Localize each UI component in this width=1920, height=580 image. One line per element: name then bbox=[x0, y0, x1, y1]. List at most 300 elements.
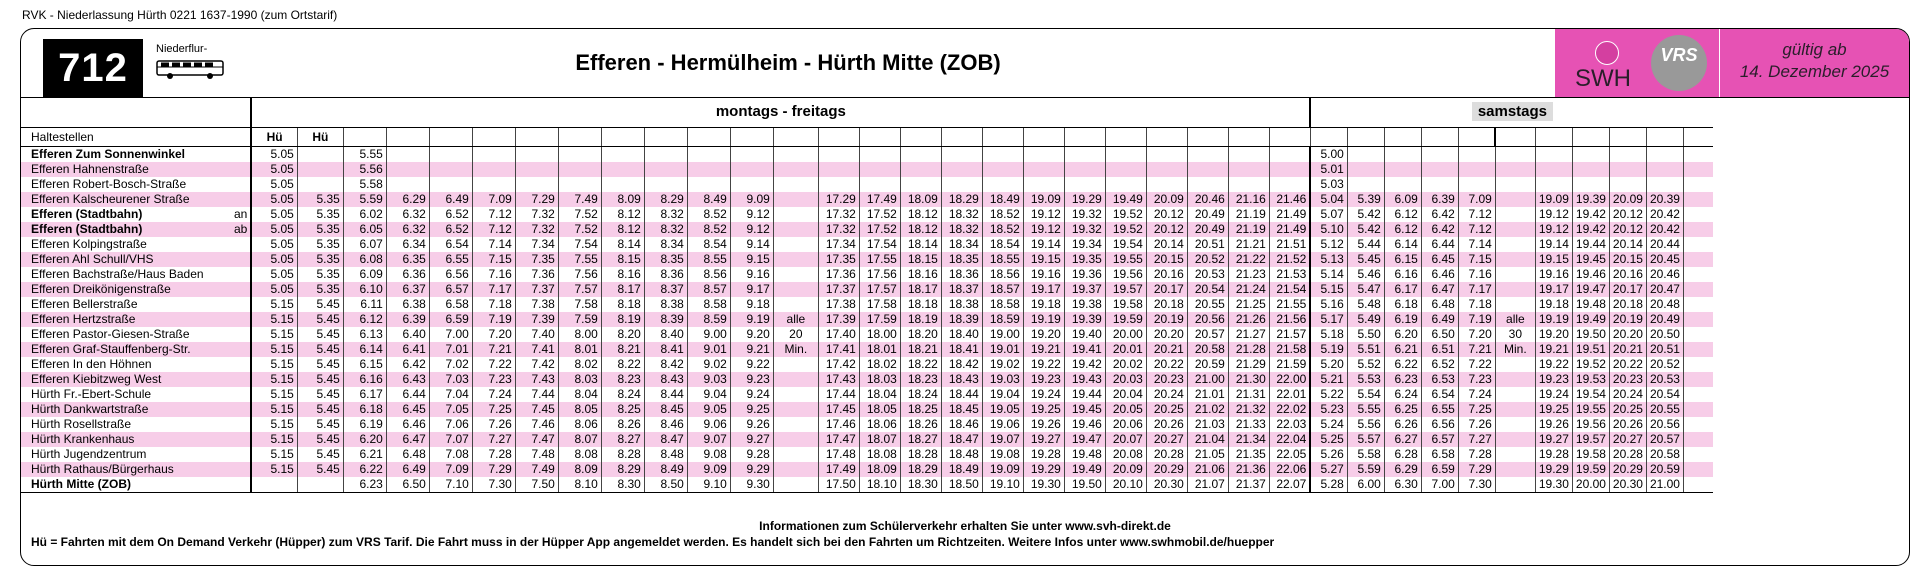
time-saturday-late: 19.45 bbox=[1572, 252, 1609, 267]
time-weekday: 7.32 bbox=[515, 222, 558, 237]
interval-weekday bbox=[773, 432, 818, 447]
time-weekday: 9.21 bbox=[730, 342, 773, 357]
time-weekday-late: 19.36 bbox=[1064, 267, 1105, 282]
time-weekday: 7.29 bbox=[472, 462, 515, 477]
time-weekday: 7.34 bbox=[515, 237, 558, 252]
time-saturday-late: 19.54 bbox=[1572, 387, 1609, 402]
time-weekday: 8.43 bbox=[644, 372, 687, 387]
time-weekday-late: 20.09 bbox=[1105, 462, 1146, 477]
stop-row bbox=[21, 177, 1713, 192]
column-header-cell bbox=[343, 128, 386, 147]
time-saturday-late: 20.42 bbox=[1646, 207, 1683, 222]
time-weekday-late: 18.16 bbox=[900, 267, 941, 282]
time-saturday: 6.54 bbox=[1421, 387, 1458, 402]
column-header-cell bbox=[687, 128, 730, 147]
time-weekday-late: 17.37 bbox=[818, 282, 859, 297]
time-weekday: 8.27 bbox=[601, 432, 644, 447]
time-weekday-late: 18.30 bbox=[900, 477, 941, 493]
time-weekday-late: 18.04 bbox=[859, 387, 900, 402]
time-weekday-late: 21.02 bbox=[1187, 402, 1228, 417]
trailing-cell bbox=[1683, 462, 1713, 477]
time-weekday: 7.27 bbox=[472, 432, 515, 447]
time-weekday bbox=[386, 147, 429, 163]
time-saturday: 5.25 bbox=[1310, 432, 1347, 447]
time-saturday: 6.20 bbox=[1384, 327, 1421, 342]
time-saturday bbox=[1458, 162, 1495, 177]
time-weekday-late: 22.02 bbox=[1269, 402, 1310, 417]
interval-saturday bbox=[1495, 357, 1535, 372]
time-weekday-late: 18.56 bbox=[982, 267, 1023, 282]
time-saturday: 5.28 bbox=[1310, 477, 1347, 493]
column-header-cell bbox=[773, 128, 818, 147]
time-weekday: 8.24 bbox=[601, 387, 644, 402]
time-weekday-late: 19.43 bbox=[1064, 372, 1105, 387]
time-weekday: 7.22 bbox=[472, 357, 515, 372]
time-weekday-late: 17.38 bbox=[818, 297, 859, 312]
time-saturday: 6.19 bbox=[1384, 312, 1421, 327]
time-weekday-late: 21.30 bbox=[1228, 372, 1269, 387]
time-weekday-late: 19.45 bbox=[1064, 402, 1105, 417]
time-saturday-late: 19.28 bbox=[1535, 447, 1572, 462]
stop-row bbox=[21, 222, 1713, 237]
interval-weekday bbox=[773, 372, 818, 387]
time-weekday: 9.12 bbox=[730, 207, 773, 222]
time-hu1: 5.15 bbox=[251, 447, 297, 462]
stop-suffix bbox=[231, 237, 251, 252]
time-weekday: 7.04 bbox=[429, 387, 472, 402]
time-saturday: 7.15 bbox=[1458, 252, 1495, 267]
column-header-cell bbox=[941, 128, 982, 147]
time-hu2 bbox=[297, 147, 343, 163]
time-weekday-late: 18.10 bbox=[859, 477, 900, 493]
time-saturday: 6.18 bbox=[1384, 297, 1421, 312]
time-weekday-late: 18.03 bbox=[859, 372, 900, 387]
operator-info: RVK - Niederlassung Hürth 0221 1637-1990 (zum Ortstarif) bbox=[22, 8, 338, 22]
time-weekday-late: 19.12 bbox=[1023, 207, 1064, 222]
time-hu1: 5.05 bbox=[251, 177, 297, 192]
time-weekday-late: 19.08 bbox=[982, 447, 1023, 462]
time-weekday: 6.29 bbox=[386, 192, 429, 207]
time-weekday: 7.12 bbox=[472, 222, 515, 237]
time-weekday-late: 18.54 bbox=[982, 237, 1023, 252]
time-weekday: 7.08 bbox=[429, 447, 472, 462]
time-weekday-late: 17.55 bbox=[859, 252, 900, 267]
time-weekday-late: 20.07 bbox=[1105, 432, 1146, 447]
time-weekday: 9.16 bbox=[730, 267, 773, 282]
time-saturday-late: 19.22 bbox=[1535, 357, 1572, 372]
time-weekday: 9.24 bbox=[730, 387, 773, 402]
stop-name: Efferen Kalscheurener Straße bbox=[21, 192, 231, 207]
time-saturday-late: 20.51 bbox=[1646, 342, 1683, 357]
time-weekday-late: 20.00 bbox=[1105, 327, 1146, 342]
stop-suffix bbox=[231, 447, 251, 462]
time-saturday: 6.21 bbox=[1384, 342, 1421, 357]
time-weekday-late: 21.49 bbox=[1269, 222, 1310, 237]
time-weekday: 8.08 bbox=[558, 447, 601, 462]
time-saturday: 6.50 bbox=[1421, 327, 1458, 342]
time-weekday: 9.09 bbox=[687, 462, 730, 477]
time-weekday: 9.26 bbox=[730, 417, 773, 432]
time-weekday-late: 18.08 bbox=[859, 447, 900, 462]
time-weekday-late: 20.14 bbox=[1146, 237, 1187, 252]
trailing-cell bbox=[1683, 282, 1713, 297]
time-saturday: 5.48 bbox=[1347, 297, 1384, 312]
time-weekday-late: 21.31 bbox=[1228, 387, 1269, 402]
time-weekday: 7.43 bbox=[515, 372, 558, 387]
time-saturday: 5.00 bbox=[1310, 147, 1347, 163]
time-weekday-late: 21.59 bbox=[1269, 357, 1310, 372]
time-weekday-late: 19.20 bbox=[1023, 327, 1064, 342]
column-header-cell bbox=[1384, 128, 1421, 147]
time-weekday-late bbox=[900, 162, 941, 177]
time-weekday-late bbox=[941, 147, 982, 163]
stop-name: Efferen Dreikönigenstraße bbox=[21, 282, 231, 297]
time-weekday-late: 21.35 bbox=[1228, 447, 1269, 462]
stop-name: Hürth Krankenhaus bbox=[21, 432, 231, 447]
time-weekday: 7.32 bbox=[515, 207, 558, 222]
time-weekday-late bbox=[900, 177, 941, 192]
time-saturday: 7.20 bbox=[1458, 327, 1495, 342]
stop-name: Efferen (Stadtbahn) bbox=[21, 222, 231, 237]
stop-suffix bbox=[231, 417, 251, 432]
time-weekday: 8.29 bbox=[644, 192, 687, 207]
time-saturday bbox=[1458, 147, 1495, 163]
time-weekday: 6.52 bbox=[429, 222, 472, 237]
time-weekday: 9.27 bbox=[730, 432, 773, 447]
time-weekday: 7.25 bbox=[472, 402, 515, 417]
time-weekday: 8.22 bbox=[601, 357, 644, 372]
interval-saturday bbox=[1495, 207, 1535, 222]
time-saturday-late bbox=[1646, 162, 1683, 177]
time-weekday: 6.48 bbox=[386, 447, 429, 462]
time-weekday-late: 19.02 bbox=[982, 357, 1023, 372]
time-weekday-late: 21.24 bbox=[1228, 282, 1269, 297]
time-weekday-late: 20.10 bbox=[1105, 477, 1146, 493]
time-weekday: 7.21 bbox=[472, 342, 515, 357]
time-weekday: 8.57 bbox=[687, 282, 730, 297]
section-saturday-label: samstags bbox=[1472, 102, 1553, 121]
time-weekday-late: 17.54 bbox=[859, 237, 900, 252]
time-weekday-late: 20.18 bbox=[1146, 297, 1187, 312]
time-weekday-late: 19.14 bbox=[1023, 237, 1064, 252]
column-header-cell bbox=[1228, 128, 1269, 147]
time-hu1: 5.05 bbox=[251, 147, 297, 163]
time-hu2: 5.45 bbox=[297, 462, 343, 477]
time-weekday bbox=[472, 162, 515, 177]
time-weekday-late: 20.15 bbox=[1146, 252, 1187, 267]
time-weekday-late: 21.00 bbox=[1187, 372, 1228, 387]
trailing-cell bbox=[1683, 192, 1713, 207]
time-saturday: 5.47 bbox=[1347, 282, 1384, 297]
time-weekday: 8.12 bbox=[601, 207, 644, 222]
time-weekday: 6.50 bbox=[386, 477, 429, 493]
time-saturday: 6.00 bbox=[1347, 477, 1384, 493]
interval-saturday bbox=[1495, 372, 1535, 387]
time-weekday-late: 20.24 bbox=[1146, 387, 1187, 402]
time-weekday: 9.03 bbox=[687, 372, 730, 387]
time-weekday: 8.47 bbox=[644, 432, 687, 447]
stop-row bbox=[21, 447, 1713, 462]
time-saturday-late: 20.59 bbox=[1646, 462, 1683, 477]
time-saturday-late: 19.14 bbox=[1535, 237, 1572, 252]
time-weekday: 6.07 bbox=[343, 237, 386, 252]
time-weekday-late: 19.52 bbox=[1105, 207, 1146, 222]
time-weekday: 8.09 bbox=[558, 462, 601, 477]
time-weekday-late: 19.59 bbox=[1105, 312, 1146, 327]
time-weekday: 6.52 bbox=[429, 207, 472, 222]
time-weekday-late: 20.29 bbox=[1146, 462, 1187, 477]
time-weekday-late: 20.01 bbox=[1105, 342, 1146, 357]
time-weekday-late: 21.22 bbox=[1228, 252, 1269, 267]
time-weekday: 5.58 bbox=[343, 177, 386, 192]
valid-from bbox=[1719, 29, 1909, 97]
stop-suffix bbox=[231, 267, 251, 282]
time-weekday-late: 18.17 bbox=[900, 282, 941, 297]
time-weekday-late: 20.05 bbox=[1105, 402, 1146, 417]
time-weekday-late: 19.50 bbox=[1064, 477, 1105, 493]
time-weekday: 7.59 bbox=[558, 312, 601, 327]
time-weekday-late: 17.48 bbox=[818, 447, 859, 462]
time-saturday-late: 20.52 bbox=[1646, 357, 1683, 372]
time-saturday: 6.26 bbox=[1384, 417, 1421, 432]
interval-weekday bbox=[773, 477, 818, 493]
time-weekday-late bbox=[1064, 147, 1105, 163]
section-spacer bbox=[21, 97, 251, 128]
time-weekday: 9.01 bbox=[687, 342, 730, 357]
time-weekday-late: 17.34 bbox=[818, 237, 859, 252]
time-saturday-late: 20.19 bbox=[1609, 312, 1646, 327]
interval-weekday: alle bbox=[773, 312, 818, 327]
time-saturday-late: 19.46 bbox=[1572, 267, 1609, 282]
time-weekday-late: 18.00 bbox=[859, 327, 900, 342]
stop-suffix bbox=[231, 432, 251, 447]
time-weekday-late: 22.01 bbox=[1269, 387, 1310, 402]
line-number: 712 bbox=[43, 39, 143, 97]
time-weekday-late: 18.50 bbox=[941, 477, 982, 493]
time-saturday: 5.24 bbox=[1310, 417, 1347, 432]
time-saturday-late: 20.39 bbox=[1646, 192, 1683, 207]
time-weekday-late: 20.04 bbox=[1105, 387, 1146, 402]
time-weekday: 9.28 bbox=[730, 447, 773, 462]
time-weekday-late: 20.57 bbox=[1187, 327, 1228, 342]
time-saturday-late bbox=[1609, 177, 1646, 192]
interval-weekday bbox=[773, 222, 818, 237]
stop-suffix bbox=[231, 252, 251, 267]
interval-weekday bbox=[773, 417, 818, 432]
time-saturday: 5.50 bbox=[1347, 327, 1384, 342]
trailing-cell bbox=[1683, 357, 1713, 372]
column-header-cell bbox=[1421, 128, 1458, 147]
interval-weekday: 20 bbox=[773, 327, 818, 342]
time-hu2: 5.35 bbox=[297, 237, 343, 252]
time-saturday-late: 19.18 bbox=[1535, 297, 1572, 312]
time-saturday: 5.16 bbox=[1310, 297, 1347, 312]
time-weekday bbox=[644, 162, 687, 177]
stop-name: Hürth Rathaus/Bürgerhaus bbox=[21, 462, 231, 477]
column-header-cell bbox=[1495, 128, 1535, 147]
time-weekday: 8.10 bbox=[558, 477, 601, 493]
time-saturday: 6.39 bbox=[1421, 192, 1458, 207]
time-saturday-late: 19.19 bbox=[1535, 312, 1572, 327]
time-saturday-late: 19.29 bbox=[1535, 462, 1572, 477]
time-saturday: 5.19 bbox=[1310, 342, 1347, 357]
time-weekday: 7.20 bbox=[472, 327, 515, 342]
time-saturday-late: 19.50 bbox=[1572, 327, 1609, 342]
time-saturday-late: 19.53 bbox=[1572, 372, 1609, 387]
time-saturday: 5.23 bbox=[1310, 402, 1347, 417]
time-weekday bbox=[515, 162, 558, 177]
stop-suffix bbox=[231, 387, 251, 402]
time-weekday-late bbox=[859, 162, 900, 177]
time-weekday bbox=[558, 147, 601, 163]
time-weekday-late: 18.36 bbox=[941, 267, 982, 282]
time-saturday bbox=[1421, 147, 1458, 163]
time-weekday: 9.20 bbox=[730, 327, 773, 342]
timetable-frame bbox=[20, 28, 1910, 566]
time-saturday: 5.20 bbox=[1310, 357, 1347, 372]
trailing-cell bbox=[1683, 402, 1713, 417]
time-saturday: 5.56 bbox=[1347, 417, 1384, 432]
time-weekday-late: 19.39 bbox=[1064, 312, 1105, 327]
time-saturday: 6.22 bbox=[1384, 357, 1421, 372]
time-weekday-late: 19.29 bbox=[1023, 462, 1064, 477]
time-hu1: 5.15 bbox=[251, 342, 297, 357]
time-weekday-late: 18.49 bbox=[982, 192, 1023, 207]
time-weekday: 9.22 bbox=[730, 357, 773, 372]
time-hu1: 5.05 bbox=[251, 237, 297, 252]
stop-name: Efferen Ahl Schull/VHS bbox=[21, 252, 231, 267]
time-hu2: 5.45 bbox=[297, 297, 343, 312]
time-weekday-late: 21.52 bbox=[1269, 252, 1310, 267]
time-saturday bbox=[1384, 162, 1421, 177]
time-weekday: 8.34 bbox=[644, 237, 687, 252]
time-weekday-late: 18.49 bbox=[941, 462, 982, 477]
time-saturday-late: 19.16 bbox=[1535, 267, 1572, 282]
time-weekday: 8.17 bbox=[601, 282, 644, 297]
stop-row bbox=[21, 252, 1713, 267]
time-weekday: 7.45 bbox=[515, 402, 558, 417]
time-weekday-late bbox=[1064, 162, 1105, 177]
time-weekday bbox=[730, 177, 773, 192]
timetable-table bbox=[21, 97, 1713, 493]
time-hu1: 5.05 bbox=[251, 282, 297, 297]
trailing-cell bbox=[1683, 297, 1713, 312]
time-saturday: 7.19 bbox=[1458, 312, 1495, 327]
time-weekday-late: 21.06 bbox=[1187, 462, 1228, 477]
time-weekday-late: 19.05 bbox=[982, 402, 1023, 417]
column-header-cell bbox=[1187, 128, 1228, 147]
time-weekday-late: 20.46 bbox=[1187, 192, 1228, 207]
time-weekday: 8.50 bbox=[644, 477, 687, 493]
time-weekday-late: 21.57 bbox=[1269, 327, 1310, 342]
time-weekday: 8.06 bbox=[558, 417, 601, 432]
vrs-logo: VRS bbox=[1651, 35, 1707, 91]
time-weekday: 8.52 bbox=[687, 207, 730, 222]
time-weekday-late bbox=[1187, 162, 1228, 177]
time-saturday-late: 19.23 bbox=[1535, 372, 1572, 387]
time-saturday-late: 19.44 bbox=[1572, 237, 1609, 252]
time-weekday: 7.26 bbox=[472, 417, 515, 432]
time-saturday-late: 20.53 bbox=[1646, 372, 1683, 387]
interval-weekday bbox=[773, 297, 818, 312]
time-hu2: 5.45 bbox=[297, 402, 343, 417]
stop-row bbox=[21, 162, 1713, 177]
time-saturday: 5.55 bbox=[1347, 402, 1384, 417]
time-saturday-late: 21.00 bbox=[1646, 477, 1683, 493]
time-weekday: 7.16 bbox=[472, 267, 515, 282]
time-saturday: 5.04 bbox=[1310, 192, 1347, 207]
time-weekday: 6.40 bbox=[386, 327, 429, 342]
time-weekday-late: 18.55 bbox=[982, 252, 1023, 267]
trailing-cell bbox=[1683, 477, 1713, 493]
time-weekday: 8.30 bbox=[601, 477, 644, 493]
time-saturday: 6.55 bbox=[1421, 402, 1458, 417]
time-weekday: 7.56 bbox=[558, 267, 601, 282]
time-weekday: 6.02 bbox=[343, 207, 386, 222]
time-weekday bbox=[601, 177, 644, 192]
time-weekday: 6.47 bbox=[386, 432, 429, 447]
time-saturday-late: 19.56 bbox=[1572, 417, 1609, 432]
time-weekday: 6.23 bbox=[343, 477, 386, 493]
column-header-cell bbox=[601, 128, 644, 147]
time-weekday-late: 20.03 bbox=[1105, 372, 1146, 387]
time-weekday-late: 21.33 bbox=[1228, 417, 1269, 432]
time-saturday-late: 20.50 bbox=[1646, 327, 1683, 342]
time-weekday-late bbox=[1228, 177, 1269, 192]
time-weekday-late: 18.29 bbox=[941, 192, 982, 207]
trailing-cell bbox=[1683, 447, 1713, 462]
time-saturday: 7.12 bbox=[1458, 222, 1495, 237]
time-weekday-late: 19.29 bbox=[1064, 192, 1105, 207]
time-weekday-late bbox=[1105, 162, 1146, 177]
time-weekday-late bbox=[982, 162, 1023, 177]
time-weekday-late: 19.04 bbox=[982, 387, 1023, 402]
column-header-cell bbox=[1347, 128, 1384, 147]
time-weekday-late: 18.23 bbox=[900, 372, 941, 387]
trailing-cell bbox=[1683, 237, 1713, 252]
time-weekday: 6.32 bbox=[386, 222, 429, 237]
column-header-cell bbox=[558, 128, 601, 147]
time-weekday-late: 19.06 bbox=[982, 417, 1023, 432]
time-weekday: 7.14 bbox=[472, 237, 515, 252]
time-saturday-late: 20.16 bbox=[1609, 267, 1646, 282]
time-weekday-late: 21.46 bbox=[1269, 192, 1310, 207]
swh-text: SWH bbox=[1575, 65, 1631, 92]
time-weekday-late: 19.00 bbox=[982, 327, 1023, 342]
route-title: Efferen - Hermülheim - Hürth Mitte (ZOB) bbox=[575, 50, 1001, 75]
time-weekday bbox=[687, 147, 730, 163]
time-saturday-late: 20.22 bbox=[1609, 357, 1646, 372]
column-header-cell bbox=[1105, 128, 1146, 147]
time-saturday: 6.51 bbox=[1421, 342, 1458, 357]
time-weekday: 9.23 bbox=[730, 372, 773, 387]
time-saturday-late bbox=[1609, 162, 1646, 177]
time-weekday-late: 18.18 bbox=[900, 297, 941, 312]
time-weekday-late: 21.58 bbox=[1269, 342, 1310, 357]
time-weekday: 8.09 bbox=[601, 192, 644, 207]
trailing-cell bbox=[1683, 222, 1713, 237]
time-hu2: 5.45 bbox=[297, 387, 343, 402]
time-weekday bbox=[687, 162, 730, 177]
time-weekday: 6.56 bbox=[429, 267, 472, 282]
stop-name: Efferen Graf-Stauffenberg-Str. bbox=[21, 342, 231, 357]
time-weekday-late: 17.52 bbox=[859, 222, 900, 237]
column-header-cell bbox=[429, 128, 472, 147]
time-weekday-late: 17.57 bbox=[859, 282, 900, 297]
time-weekday-late: 19.46 bbox=[1064, 417, 1105, 432]
time-hu2: 5.45 bbox=[297, 357, 343, 372]
time-weekday: 8.42 bbox=[644, 357, 687, 372]
